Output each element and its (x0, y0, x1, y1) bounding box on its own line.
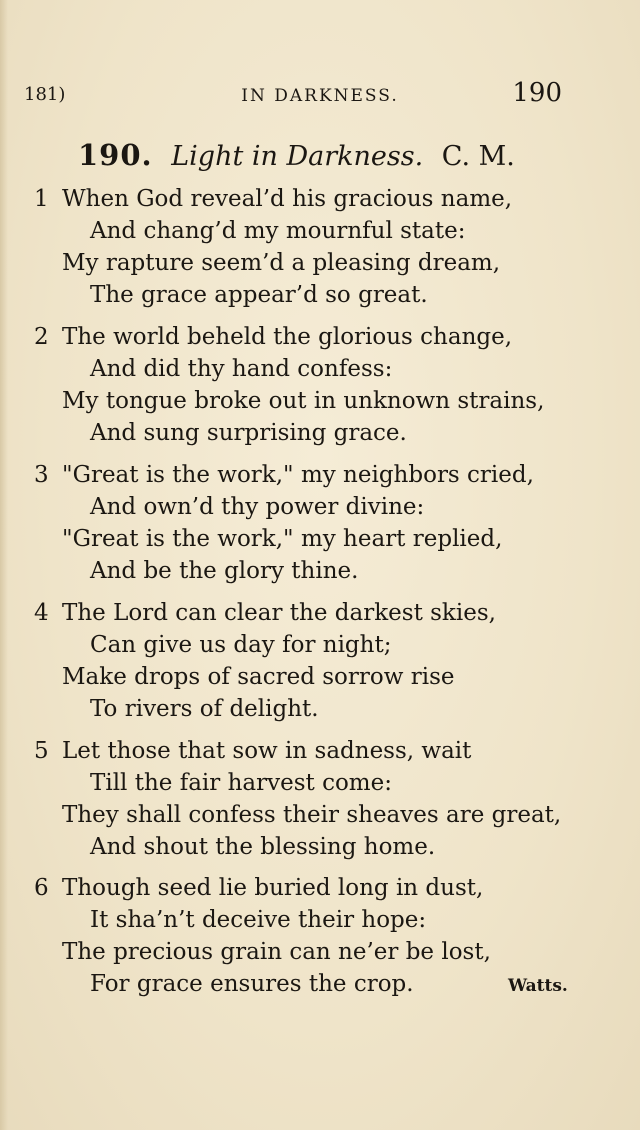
stanza-number: 1 (34, 186, 49, 212)
stanza-line: And did thy hand confess: (90, 356, 393, 382)
stanza-line: And sung surprising grace. (90, 420, 407, 446)
stanza-number: 2 (34, 324, 49, 350)
stanza-number: 6 (34, 875, 49, 901)
page-edge-shadow (0, 0, 8, 1130)
running-head-left: 181) (24, 84, 66, 105)
stanza-number: 3 (34, 462, 49, 488)
hymn-number: 190. (78, 138, 153, 172)
stanza-line: Let those that sow in sadness, wait (62, 738, 472, 764)
stanza-line: And be the glory thine. (90, 558, 359, 584)
running-head-title: IN DARKNESS. (241, 86, 399, 106)
stanza-number: 4 (34, 600, 49, 626)
stanza-number: 5 (34, 738, 49, 764)
hymn-title: Light in Darkness. (171, 141, 424, 172)
stanza-line: The world beheld the glorious change, (62, 324, 513, 350)
hymn-meter: C. M. (441, 141, 515, 172)
running-head (0, 78, 640, 118)
stanza-line: "Great is the work," my heart replied, (62, 526, 503, 552)
stanza-line: My rapture seem’d a pleasing dream, (62, 250, 501, 276)
stanza-line: The grace appear’d so great. (90, 282, 428, 308)
stanza-line: The precious grain can ne’er be lost, (62, 939, 491, 965)
stanza-line: Can give us day for night; (90, 632, 392, 658)
stanza-line: The Lord can clear the darkest skies, (62, 600, 496, 626)
stanza-line: "Great is the work," my neighbors cried, (62, 462, 534, 488)
stanza-line: Make drops of sacred sorrow rise (62, 664, 455, 690)
stanza-line: They shall confess their sheaves are great, (62, 802, 562, 828)
stanza-line: When God reveal’d his gracious name, (62, 186, 513, 212)
stanza-line: My tongue broke out in unknown strains, (62, 388, 545, 414)
author-attribution: Watts. (508, 976, 568, 996)
stanza-line: And own’d thy power divine: (90, 494, 425, 520)
stanza-line: It sha’n’t deceive their hope: (90, 907, 427, 933)
stanza-line: For grace ensures the crop. (90, 971, 414, 997)
stanza-line: And chang’d my mournful state: (90, 218, 466, 244)
stanza-line: Till the fair harvest come: (90, 770, 392, 796)
stanza-line: To rivers of delight. (90, 696, 319, 722)
page-number: 190 (512, 78, 562, 108)
stanza-line: And shout the blessing home. (90, 834, 436, 860)
hymn-heading (78, 138, 598, 172)
stanza-line: Though seed lie buried long in dust, (62, 875, 484, 901)
